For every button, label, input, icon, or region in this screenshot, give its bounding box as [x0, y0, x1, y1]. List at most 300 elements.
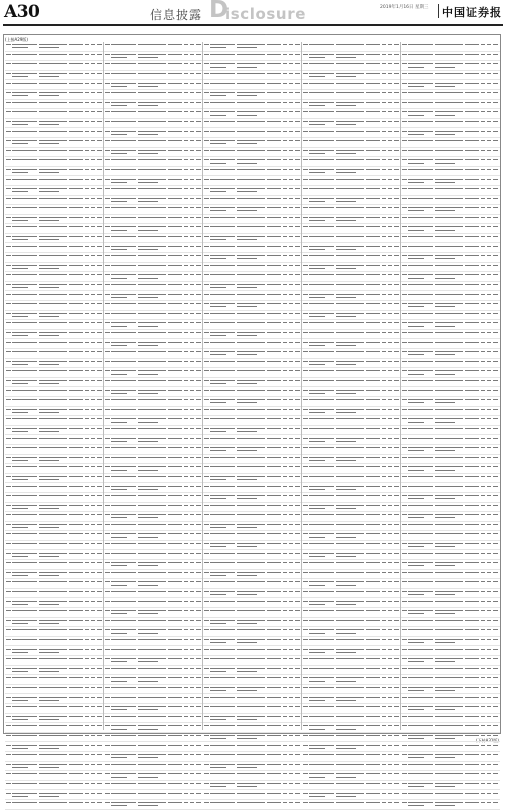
table-cell [204, 514, 209, 515]
table-cell [309, 697, 334, 698]
table-cell [237, 581, 265, 582]
table-cell [481, 486, 485, 487]
table-cell [481, 457, 485, 458]
table-cell [283, 802, 287, 803]
table-cell [388, 668, 392, 669]
table-cell [237, 466, 265, 467]
table-cell [91, 303, 95, 304]
table-cell [69, 505, 83, 506]
table-cell [204, 370, 209, 371]
table-cell [168, 351, 182, 352]
table-row [401, 387, 500, 397]
table-cell [237, 457, 265, 458]
table-cell [111, 601, 136, 602]
table-row [203, 378, 302, 388]
table-cell [138, 169, 166, 170]
table-cell [184, 486, 188, 487]
table-cell [309, 236, 334, 237]
table-cell [382, 342, 386, 343]
table-row [302, 52, 401, 62]
table-cell [408, 687, 433, 688]
table-cell [336, 361, 364, 362]
table-cell [237, 207, 265, 208]
table-cell [184, 620, 188, 621]
table-cell [6, 486, 11, 487]
table-cell [237, 527, 257, 528]
table-cell [283, 226, 287, 227]
table-cell [295, 246, 300, 247]
table-cell [493, 697, 498, 698]
table-cell [184, 303, 188, 304]
table-row [203, 80, 302, 90]
table-cell [39, 412, 59, 413]
table-cell [39, 556, 59, 557]
table-cell [408, 265, 433, 266]
table-row [302, 109, 401, 119]
table-cell [394, 370, 399, 371]
table-cell [289, 226, 293, 227]
table-cell [210, 255, 235, 256]
table-cell [6, 668, 11, 669]
table-cell [289, 745, 293, 746]
table-cell [111, 182, 127, 183]
table-cell [465, 543, 479, 544]
table-cell [435, 690, 455, 691]
table-row [302, 263, 401, 273]
table-cell [196, 102, 201, 103]
table-cell [435, 498, 455, 499]
table-cell [435, 258, 455, 259]
table-cell [465, 274, 479, 275]
table-cell [210, 226, 235, 227]
table-cell [295, 466, 300, 467]
table-cell [267, 533, 281, 534]
table-cell [184, 629, 188, 630]
table-cell [487, 668, 491, 669]
table-cell [408, 505, 433, 506]
table-cell [196, 581, 201, 582]
table-cell [394, 658, 399, 659]
table-cell [105, 639, 110, 640]
table-cell [309, 63, 334, 64]
table-cell [493, 745, 498, 746]
table-cell [190, 351, 194, 352]
table-cell [85, 553, 89, 554]
table-cell [295, 102, 300, 103]
table-cell [237, 67, 257, 68]
table-cell [85, 390, 89, 391]
table-row [401, 733, 500, 743]
table-cell [388, 131, 392, 132]
table-cell [111, 207, 136, 208]
table-cell [190, 390, 194, 391]
table-cell [283, 361, 287, 362]
table-cell [481, 92, 485, 93]
table-cell [336, 629, 364, 630]
table-cell [289, 543, 293, 544]
table-cell [408, 284, 433, 285]
table-cell [138, 537, 158, 538]
table-cell [309, 495, 334, 496]
table-cell [336, 364, 356, 365]
table-row [302, 90, 401, 100]
table-cell [435, 73, 463, 74]
table-cell [487, 236, 491, 237]
table-cell [408, 447, 433, 448]
table-cell [402, 226, 407, 227]
table-cell [184, 54, 188, 55]
table-cell [481, 294, 485, 295]
table-cell [69, 92, 83, 93]
table-cell [111, 297, 127, 298]
table-cell [493, 73, 498, 74]
table-cell [382, 274, 386, 275]
table-cell [394, 783, 399, 784]
table-cell [168, 764, 182, 765]
table-cell [237, 687, 265, 688]
table-cell [336, 476, 364, 477]
table-cell [289, 476, 293, 477]
table-cell [283, 658, 287, 659]
table-cell [336, 802, 364, 803]
table-cell [237, 274, 265, 275]
table-cell [6, 783, 11, 784]
table-cell [168, 226, 182, 227]
table-cell [105, 649, 110, 650]
table-cell [190, 466, 194, 467]
table-cell [6, 629, 11, 630]
table-cell [111, 553, 136, 554]
table-cell [336, 745, 364, 746]
table-cell [91, 121, 95, 122]
table-cell [408, 306, 424, 307]
table-cell [111, 105, 127, 106]
table-cell [487, 447, 491, 448]
table-cell [309, 441, 325, 442]
table-cell [303, 783, 308, 784]
table-cell [402, 150, 407, 151]
table-cell [465, 409, 479, 410]
table-row [5, 52, 104, 62]
table-cell [303, 332, 308, 333]
table-row [104, 119, 203, 129]
table-cell [465, 131, 479, 132]
table-cell [435, 450, 455, 451]
table-cell [481, 687, 485, 688]
table-row [302, 464, 401, 474]
table-cell [487, 131, 491, 132]
table-cell [336, 274, 364, 275]
table-cell [6, 207, 11, 208]
table-row [401, 675, 500, 685]
table-row [203, 128, 302, 138]
table-cell [267, 274, 281, 275]
table-cell [138, 658, 166, 659]
table-cell [435, 354, 455, 355]
table-cell [303, 313, 308, 314]
table-cell [105, 217, 110, 218]
table-cell [295, 111, 300, 112]
table-row [302, 349, 401, 359]
table-cell [184, 322, 188, 323]
table-cell [493, 572, 498, 573]
table-cell [168, 649, 182, 650]
table-cell [184, 399, 188, 400]
table-cell [465, 179, 479, 180]
table-cell [39, 47, 59, 48]
table-cell [85, 236, 89, 237]
table-row [302, 234, 401, 244]
table-cell [6, 706, 11, 707]
table-cell [435, 409, 463, 410]
table-cell [97, 390, 102, 391]
table-row [5, 359, 104, 369]
table-cell [138, 585, 158, 586]
table-cell [408, 332, 433, 333]
table-cell [111, 591, 136, 592]
table-cell [366, 370, 380, 371]
table-row [104, 589, 203, 599]
table-cell [435, 198, 463, 199]
table-cell [184, 92, 188, 93]
table-cell [184, 457, 188, 458]
table-cell [487, 159, 491, 160]
table-cell [39, 581, 67, 582]
table-cell [493, 447, 498, 448]
table-row [401, 339, 500, 349]
table-cell [289, 486, 293, 487]
table-cell [168, 677, 182, 678]
table-cell [196, 649, 201, 650]
table-row [302, 541, 401, 551]
table-cell [435, 102, 463, 103]
table-cell [309, 725, 334, 726]
table-cell [394, 198, 399, 199]
table-cell [138, 418, 166, 419]
table-cell [408, 649, 433, 650]
table-cell [111, 524, 136, 525]
table-row [5, 301, 104, 311]
table-cell [388, 639, 392, 640]
table-cell [289, 73, 293, 74]
table-cell [388, 620, 392, 621]
table-cell [366, 361, 380, 362]
table-cell [309, 438, 334, 439]
table-cell [12, 246, 37, 247]
table-row [203, 503, 302, 513]
table-cell [6, 677, 11, 678]
table-cell [309, 668, 334, 669]
table-cell [168, 207, 182, 208]
table-cell [190, 322, 194, 323]
table-cell [184, 370, 188, 371]
table-cell [105, 745, 110, 746]
table-cell [336, 514, 364, 515]
table-cell [204, 322, 209, 323]
table-cell [303, 466, 308, 467]
table-cell [111, 793, 136, 794]
table-cell [394, 111, 399, 112]
table-cell [6, 514, 11, 515]
table-row [5, 598, 104, 608]
table-cell [336, 303, 364, 304]
table-cell [196, 438, 201, 439]
table-cell [85, 342, 89, 343]
table-cell [91, 687, 95, 688]
table-cell [204, 754, 209, 755]
table-row [401, 349, 500, 359]
table-cell [336, 332, 364, 333]
table-cell [336, 748, 356, 749]
table-cell [168, 73, 182, 74]
table-cell [388, 658, 392, 659]
table-cell [295, 351, 300, 352]
table-cell [487, 505, 491, 506]
table-cell [435, 716, 463, 717]
table-cell [85, 486, 89, 487]
table-cell [91, 524, 95, 525]
table-cell [190, 284, 194, 285]
table-cell [237, 524, 265, 525]
table-cell [210, 572, 235, 573]
table-row [401, 263, 500, 273]
table-cell [105, 783, 110, 784]
table-cell [91, 294, 95, 295]
table-cell [237, 562, 265, 563]
table-cell [408, 182, 424, 183]
table-cell [481, 73, 485, 74]
table-cell [237, 514, 265, 515]
table-cell [402, 668, 407, 669]
table-cell [69, 466, 83, 467]
table-cell [309, 111, 334, 112]
table-row [104, 512, 203, 522]
table-cell [190, 802, 194, 803]
table-row [401, 445, 500, 455]
table-cell [435, 470, 455, 471]
table-cell [295, 735, 300, 736]
table-cell [12, 639, 37, 640]
table-cell [39, 287, 59, 288]
table-cell [91, 610, 95, 611]
table-cell [487, 102, 491, 103]
table-row [401, 397, 500, 407]
table-cell [481, 697, 485, 698]
table-cell [237, 370, 265, 371]
table-cell [309, 460, 325, 461]
table-cell [85, 54, 89, 55]
table-cell [303, 140, 308, 141]
table-cell [435, 697, 463, 698]
table-cell [394, 428, 399, 429]
table-cell [111, 422, 127, 423]
table-cell [382, 773, 386, 774]
table-cell [6, 322, 11, 323]
table-cell [168, 140, 182, 141]
table-cell [196, 284, 201, 285]
table-row [302, 637, 401, 647]
table-cell [105, 409, 110, 410]
table-cell [366, 111, 380, 112]
table-cell [39, 668, 67, 669]
table-cell [309, 764, 334, 765]
table-cell [481, 581, 485, 582]
table-cell [435, 159, 463, 160]
table-row [401, 464, 500, 474]
table-cell [12, 332, 37, 333]
table-cell [382, 169, 386, 170]
table-cell [336, 188, 364, 189]
table-cell [97, 313, 102, 314]
table-cell [184, 226, 188, 227]
table-cell [487, 294, 491, 295]
table-cell [138, 73, 166, 74]
table-cell [465, 63, 479, 64]
table-cell [12, 508, 28, 509]
table-cell [336, 543, 364, 544]
table-cell [394, 533, 399, 534]
table-row [5, 704, 104, 714]
table-cell [408, 495, 433, 496]
table-cell [394, 754, 399, 755]
table-cell [366, 265, 380, 266]
table-cell [204, 246, 209, 247]
table-cell [111, 783, 136, 784]
table-cell [6, 92, 11, 93]
table-cell [487, 418, 491, 419]
table-cell [295, 697, 300, 698]
table-cell [12, 409, 37, 410]
table-cell [97, 764, 102, 765]
table-row [401, 167, 500, 177]
table-row [302, 762, 401, 772]
table-cell [487, 92, 491, 93]
table-cell [6, 591, 11, 592]
table-row [203, 263, 302, 273]
table-cell [382, 457, 386, 458]
table-cell [487, 322, 491, 323]
table-cell [85, 284, 89, 285]
table-cell [138, 441, 158, 442]
table-cell [303, 351, 308, 352]
table-row [302, 330, 401, 340]
table-cell [12, 793, 37, 794]
table-cell [138, 422, 158, 423]
table-row [104, 694, 203, 704]
table-cell [184, 179, 188, 180]
table-cell [237, 447, 265, 448]
table-cell [210, 431, 226, 432]
table-cell [97, 639, 102, 640]
table-cell [210, 476, 235, 477]
table-row [302, 666, 401, 676]
table-cell [196, 764, 201, 765]
table-cell [105, 303, 110, 304]
table-cell [267, 793, 281, 794]
table-cell [97, 553, 102, 554]
table-cell [267, 649, 281, 650]
table-cell [481, 380, 485, 381]
table-cell [289, 342, 293, 343]
table-cell [196, 92, 201, 93]
table-row [401, 196, 500, 206]
table-cell [336, 105, 356, 106]
table-cell [69, 649, 83, 650]
table-cell [493, 591, 498, 592]
table-cell [111, 668, 136, 669]
table-cell [190, 313, 194, 314]
table-cell [465, 83, 479, 84]
